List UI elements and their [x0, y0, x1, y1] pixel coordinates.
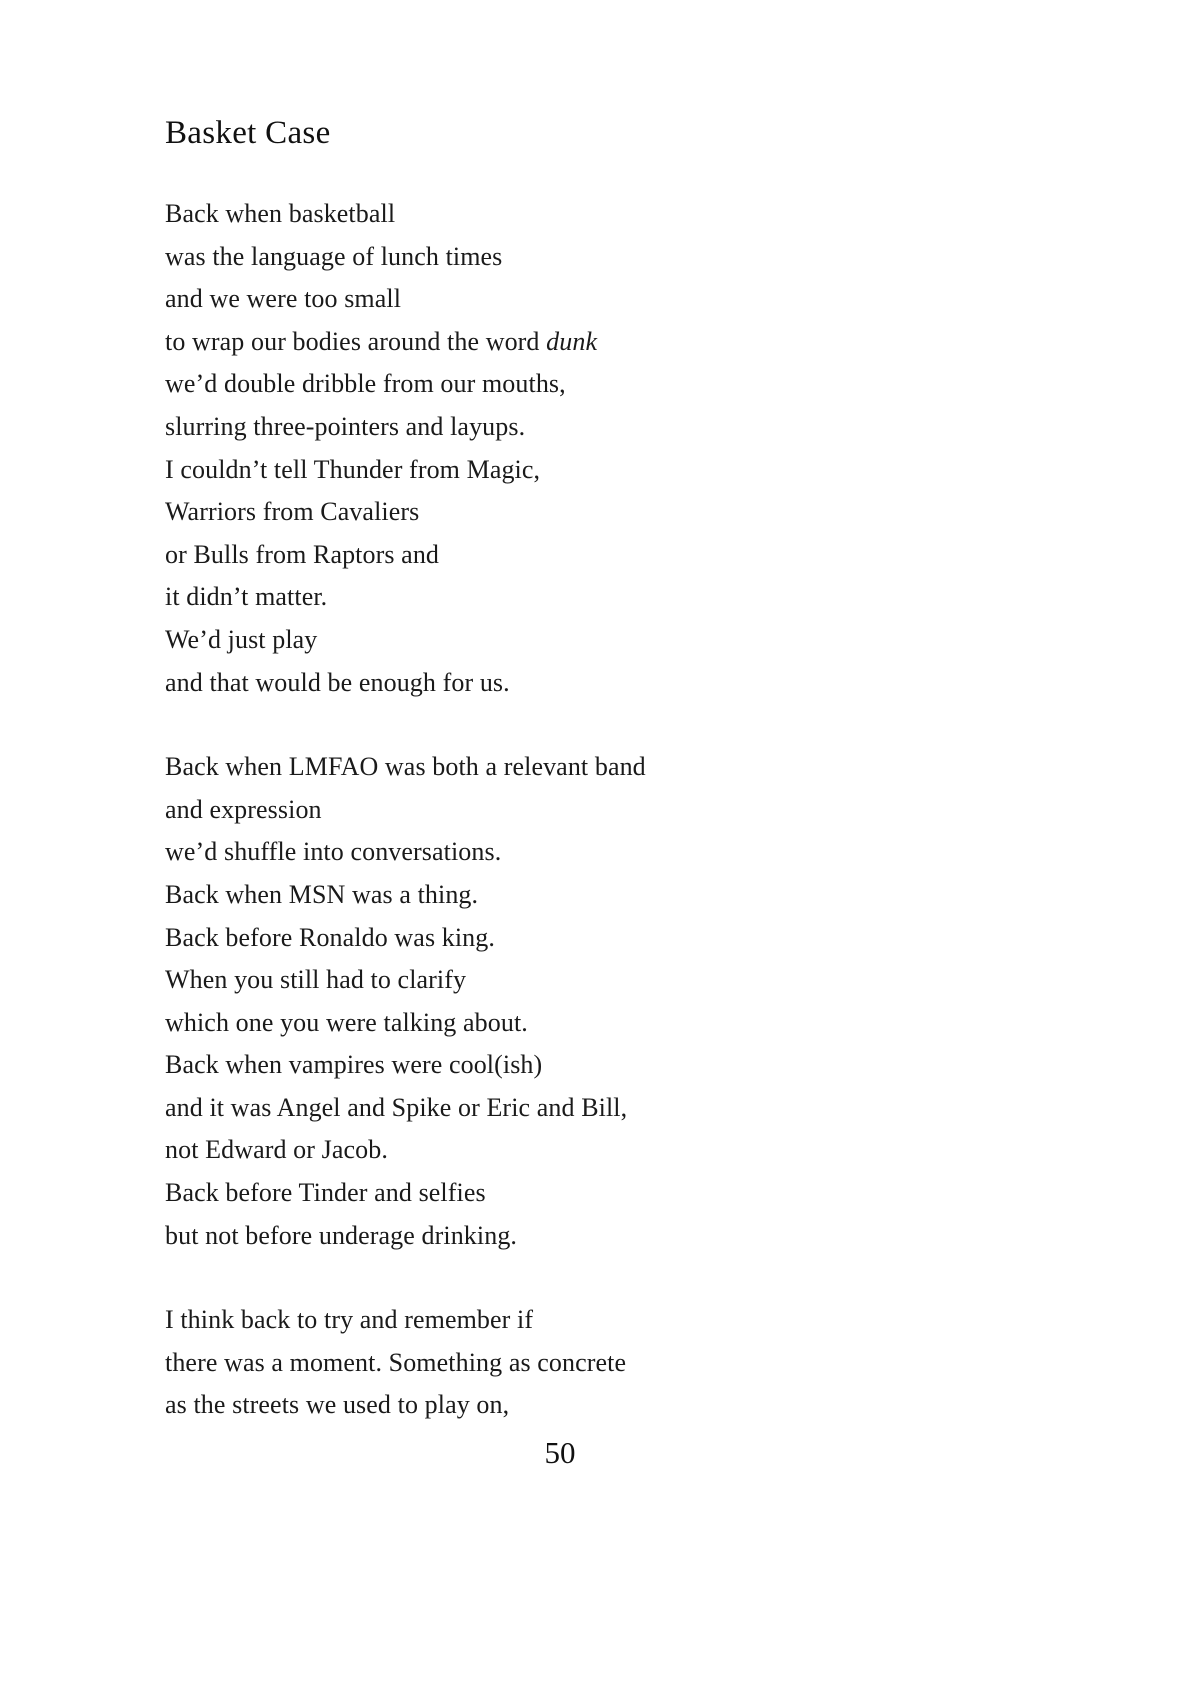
- poem-line: [165, 1087, 1065, 1130]
- poem-line-text: I couldn’t tell Thunder from Magic,: [165, 454, 541, 484]
- poem-line-text: not Edward or Jacob.: [165, 1135, 388, 1165]
- poem-line-text: or Bulls from Raptors and: [165, 539, 440, 569]
- poem-body: [165, 193, 1065, 1427]
- poem-line: [165, 1215, 1065, 1258]
- poem-line: [165, 1044, 1065, 1087]
- poem-line-text: which one you were talking about.: [165, 1007, 528, 1037]
- poem-line-text: and expression: [165, 794, 322, 824]
- poem-line: [165, 1002, 1065, 1045]
- poem-line-text: Back when basketball: [165, 199, 396, 228]
- poem-line: [165, 789, 1065, 832]
- poem-line-text: Back before Ronaldo was king.: [165, 922, 495, 952]
- poem-line-text: and we were too small: [165, 284, 402, 314]
- poem-line-text: to wrap our bodies around the word: [165, 326, 547, 356]
- poem-line: [165, 831, 1065, 874]
- poem-line: [165, 619, 1065, 662]
- poem-line-text: we’d double dribble from our mouths,: [165, 369, 566, 399]
- poem-line-text: When you still had to clarify: [165, 965, 467, 995]
- poem-stanza: [165, 1299, 1065, 1427]
- poem-stanza: [165, 193, 1065, 704]
- poem-line-emphasis: dunk: [546, 326, 598, 356]
- page-number: 50: [544, 1435, 576, 1470]
- poem-line-text: as the streets we used to play on,: [165, 1390, 510, 1420]
- poem-line: [165, 1384, 1065, 1427]
- poem-line: [165, 874, 1065, 917]
- poem-line: [165, 491, 1065, 534]
- poem-line-text: we’d shuffle into conversations.: [165, 837, 502, 867]
- poem-line-text: was the language of lunch times: [165, 241, 503, 271]
- poem-line: [165, 746, 1065, 789]
- poem-line: [165, 576, 1065, 619]
- poem-line-text: slurring three-pointers and layups.: [165, 411, 526, 441]
- poem-line-text: Back before Tinder and selfies: [165, 1178, 486, 1208]
- poem-line: [165, 1129, 1065, 1172]
- poem-line-text: We’d just play: [165, 624, 318, 654]
- poem-line-text: I think back to try and remember if: [165, 1305, 534, 1335]
- poem-line: [165, 193, 1065, 236]
- poem-line-text: Back when vampires were cool(ish): [165, 1050, 543, 1080]
- poem-line: [165, 1172, 1065, 1215]
- poem-line: [165, 917, 1065, 960]
- page-title: Basket Case: [165, 115, 331, 152]
- poem-line-text: it didn’t matter.: [165, 582, 328, 612]
- poem-line: [165, 321, 1065, 364]
- poem-line-text: Warriors from Cavaliers: [165, 497, 420, 527]
- poem-line-text: and it was Angel and Spike or Eric and Bill,: [165, 1092, 628, 1122]
- poem-line-text: Back when LMFAO was both a relevant band: [165, 752, 646, 782]
- poem-line: [165, 534, 1065, 577]
- poem-line: [165, 662, 1065, 705]
- poem-line-text: Back when MSN was a thing.: [165, 879, 479, 909]
- poem-line-text: there was a moment. Something as concrete: [165, 1347, 627, 1377]
- poem-line: [165, 363, 1065, 406]
- poem-line: [165, 959, 1065, 1002]
- poem-line: [165, 236, 1065, 279]
- poem-line: [165, 449, 1065, 492]
- poem-line: [165, 278, 1065, 321]
- poem-line-text: but not before underage drinking.: [165, 1220, 518, 1250]
- poem-line: [165, 406, 1065, 449]
- poem-line: [165, 1342, 1065, 1385]
- poem-line: [165, 1299, 1065, 1342]
- poem-stanza: [165, 746, 1065, 1257]
- poem-line-text: and that would be enough for us.: [165, 667, 510, 697]
